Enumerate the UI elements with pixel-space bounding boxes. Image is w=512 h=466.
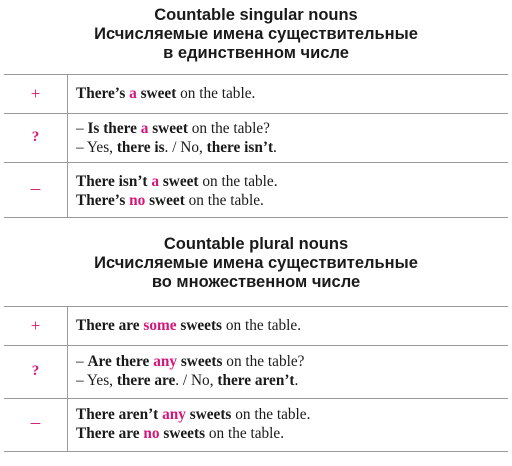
highlighted-word: no bbox=[143, 425, 160, 442]
text-segment: . bbox=[273, 139, 277, 156]
table-rule bbox=[4, 306, 508, 307]
negative-symbol: – bbox=[30, 412, 41, 433]
text-segment: on the table. bbox=[205, 425, 285, 442]
bold-phrase: There’s bbox=[76, 192, 126, 209]
bold-phrase: sweets bbox=[163, 425, 206, 442]
bold-phrase: there is bbox=[116, 139, 165, 156]
text-segment: – bbox=[76, 353, 88, 370]
title-russian-line-1: Исчисляемые имена существительные bbox=[94, 25, 418, 43]
bold-phrase: sweet bbox=[152, 120, 188, 137]
negative-symbol: – bbox=[30, 178, 41, 199]
text-segment: . / No, bbox=[164, 139, 207, 156]
text-segment: on the table? bbox=[187, 120, 270, 137]
section-title bbox=[0, 235, 512, 292]
column-divider bbox=[67, 306, 68, 451]
bold-phrase: Is there bbox=[87, 120, 137, 137]
bold-phrase: sweets bbox=[189, 406, 232, 423]
highlighted-word: a bbox=[151, 173, 160, 190]
affirmative-symbol: + bbox=[30, 84, 41, 103]
bold-phrase: sweet bbox=[149, 192, 185, 209]
highlighted-word: any bbox=[162, 406, 186, 423]
bold-phrase: There are bbox=[76, 425, 140, 442]
title-russian-line-2: во множественном числе bbox=[151, 273, 361, 291]
bold-phrase: there isn’t bbox=[206, 139, 274, 156]
bold-phrase: sweet bbox=[140, 85, 177, 102]
question-symbol: ? bbox=[31, 363, 40, 379]
bold-phrase: There aren’t bbox=[76, 406, 159, 423]
question-symbol: ? bbox=[31, 129, 40, 145]
bold-phrase: There’s bbox=[76, 85, 126, 102]
example-line bbox=[76, 352, 506, 371]
text-segment: on the table. bbox=[198, 173, 278, 190]
table-rule bbox=[4, 345, 508, 346]
bold-phrase: sweet bbox=[162, 173, 199, 190]
highlighted-word: a bbox=[129, 85, 137, 102]
text-segment: on the table. bbox=[222, 317, 302, 334]
bold-phrase: there are bbox=[116, 372, 176, 389]
text-segment: . / No, bbox=[175, 372, 218, 389]
text-segment: on the table. bbox=[176, 85, 256, 102]
title-english: Countable singular nouns bbox=[154, 6, 358, 24]
highlighted-word: any bbox=[153, 353, 177, 370]
bold-phrase: sweets bbox=[180, 353, 223, 370]
text-segment: on the table? bbox=[222, 353, 305, 370]
example-line bbox=[76, 316, 506, 335]
table-rule bbox=[4, 451, 508, 452]
text-segment: – Yes, bbox=[76, 372, 117, 389]
text-segment: . bbox=[294, 372, 299, 389]
highlighted-word: some bbox=[143, 317, 177, 334]
text-segment: – Yes, bbox=[76, 139, 117, 156]
bold-phrase: There are bbox=[76, 317, 140, 334]
text-segment: on the table. bbox=[231, 406, 311, 423]
affirmative-example bbox=[76, 316, 506, 335]
text-segment: on the table. bbox=[184, 192, 264, 209]
highlighted-word: a bbox=[140, 120, 149, 137]
bold-phrase: there aren’t bbox=[217, 372, 295, 389]
text-segment: – bbox=[76, 120, 88, 137]
highlighted-word: no bbox=[129, 192, 146, 209]
example-line bbox=[76, 405, 506, 424]
bold-phrase: There isn’t bbox=[76, 173, 148, 190]
example-line bbox=[76, 424, 506, 443]
title-russian-line-2: в единственном числе bbox=[163, 44, 349, 62]
negative-example bbox=[76, 405, 506, 443]
table-rule bbox=[4, 398, 508, 399]
title-english: Countable plural nouns bbox=[163, 235, 349, 253]
bold-phrase: sweets bbox=[180, 317, 223, 334]
title-russian-line-1: Исчисляемые имена существительные bbox=[94, 254, 418, 272]
affirmative-symbol: + bbox=[30, 316, 41, 335]
example-line bbox=[76, 371, 506, 390]
bold-phrase: Are there bbox=[87, 353, 150, 370]
question-example bbox=[76, 352, 506, 390]
